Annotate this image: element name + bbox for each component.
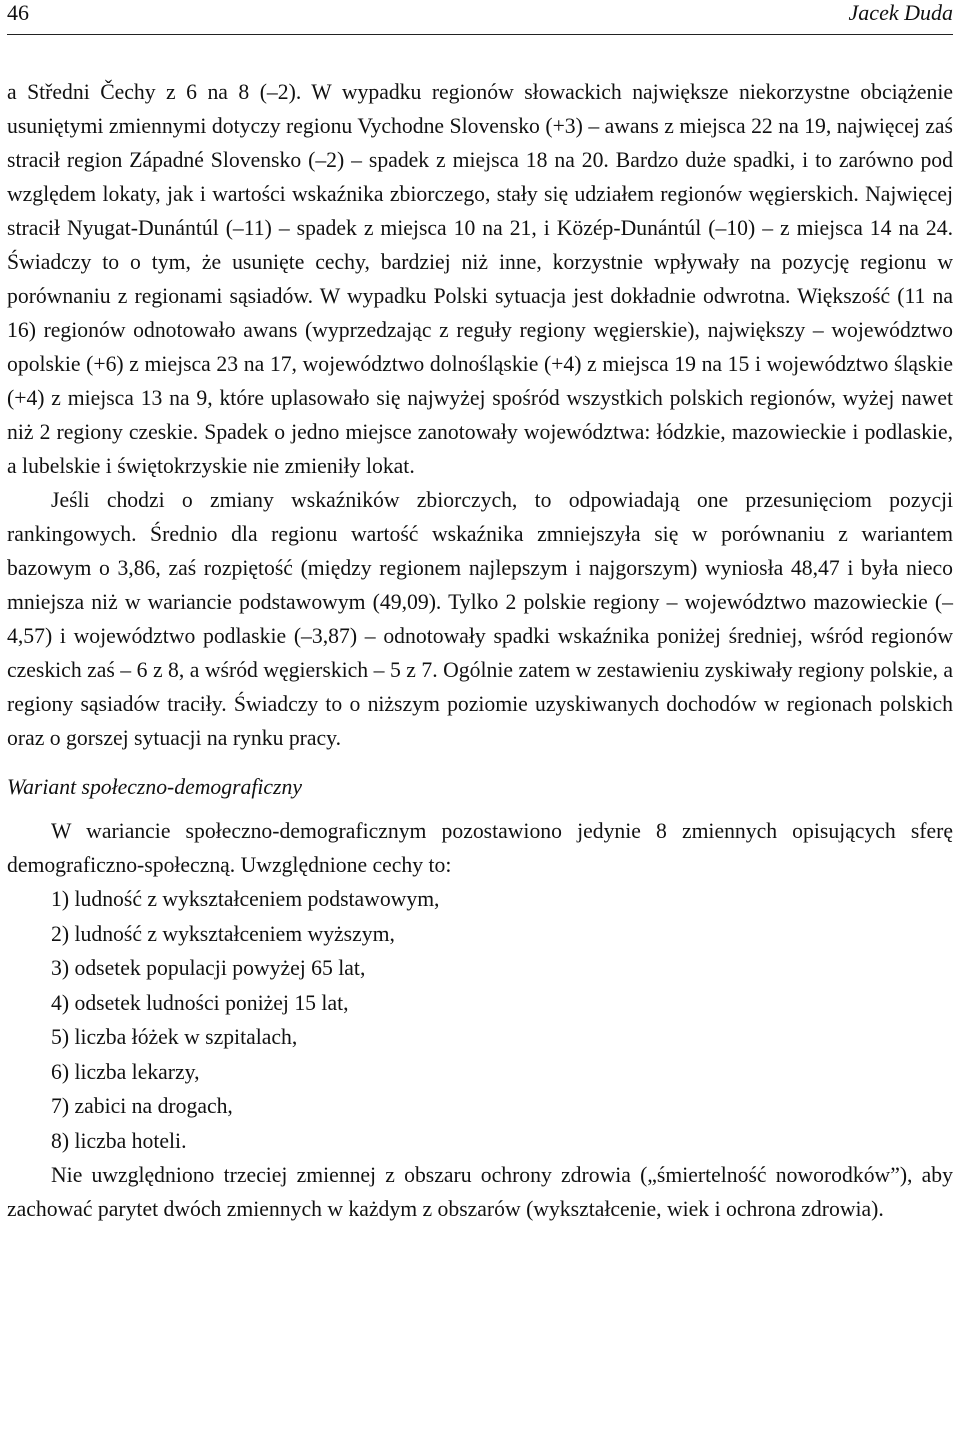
list-item: 4) odsetek ludności poniżej 15 lat, — [51, 990, 349, 1015]
list-item: 3) odsetek populacji powyżej 65 lat, — [51, 956, 366, 980]
paragraph-variant-intro: W wariancie społeczno-demograficznym pozostawiono jedynie 8 zmiennych opisujących sferę demograficzno-społeczną. Uwzględnione cechy to: — [7, 819, 953, 877]
variables-list — [7, 882, 953, 1158]
list-item: 2) ludność z wykształceniem wyższym, — [51, 921, 395, 946]
paragraph-closing-note: Nie uwzględniono trzeciej zmiennej z obszaru ochrony zdrowia („śmiertelność noworodków”), aby zachować parytet dwóch zmiennych w każdym z obszarów (wykształcenie, wiek i ochrona zdrowia). — [7, 1163, 953, 1221]
list-item: 8) liczba hoteli. — [51, 1128, 187, 1153]
paragraph-regions-comparison: a Středni Čechy z 6 na 8 (–2). W wypadku regionów słowackich największe niekorzystne obciążenie usuniętymi zmiennymi dotyczy regionu Vychodne Slovensko (+3) – awans z miejsca 22 na 19, najwięcej zaś stracił region Západné Slovensko (–2) – spadek z miejsca 18 na 20. Bardzo duże spadki, i to zarówno pod względem lokaty, jak i wartości wskaźnika zbiorczego, stały się udziałem regionów węgierskich. Najwięcej stracił Nyugat-Dunántúl (–11) – spadek z miejsca 10 na 21, i Közép-Dunántúl (–10) – z miejsca 14 na 24. Świadczy to o tym, że usunięte cechy, bardziej niż inne, korzystnie wpływały na pozycję regionu w porównaniu z regionami sąsiadów. W wypadku Polski sytuacja jest dokładnie odwrotna. Większość (11 na 16) regionów odnotowało awans (wyprzedzając z reguły regiony węgierskie), największy – województwo opolskie (+6) z miejsca 23 na 17, województwo dolnośląskie (+4) z miejsca 19 na 15 i województwo śląskie (+4) z miejsca 13 na 9, które uplasowało się najwyżej spośród wszystkich polskich regionów, wyżej nawet niż 2 regiony czeskie. Spadek o jedno miejsce zanotowały województwa: łódzkie, mazowieckie i podlaskie, a lubelskie i świętokrzyskie nie zmieniły lokat. — [7, 80, 953, 478]
body-text — [7, 75, 953, 1226]
document-page — [7, 0, 953, 1226]
page-header — [7, 0, 953, 35]
page-number: 46 — [7, 0, 29, 25]
paragraph-aggregate-indicators: Jeśli chodzi o zmiany wskaźników zbiorczych, to odpowiadają one przesunięciom pozycji rankingowych. Średnio dla regionu wartość wskaźnika zmniejszyła się w porównaniu z wariantem bazowym o 3,86, zaś rozpiętość (między regionem najlepszym i najgorszym) wyniosła 48,47 i była nieco mniejsza niż w wariancie podstawowym (49,09). Tylko 2 polskie regiony – województwo mazowieckie (–4,57) i województwo podlaskie (–3,87) – odnotowały spadki wskaźnika poniżej średniej, wśród regionów czeskich zaś – 6 z 8, a wśród węgierskich – 5 z 7. Ogólnie zatem w zestawieniu zyskiwały regiony polskie, a regiony sąsiadów traciły. Świadczy to o niższym poziomie uzyskiwanych dochodów w regionach polskich oraz o gorszej sytuacji na rynku pracy. — [7, 488, 953, 750]
running-head-author: Jacek Duda — [848, 0, 953, 25]
list-item: 7) zabici na drogach, — [51, 1094, 233, 1118]
section-heading: Wariant społeczno-demograficzny — [7, 775, 302, 799]
list-item: 6) liczba lekarzy, — [51, 1059, 200, 1084]
list-item: 5) liczba łóżek w szpitalach, — [51, 1025, 298, 1049]
list-item: 1) ludność z wykształceniem podstawowym, — [51, 887, 440, 911]
